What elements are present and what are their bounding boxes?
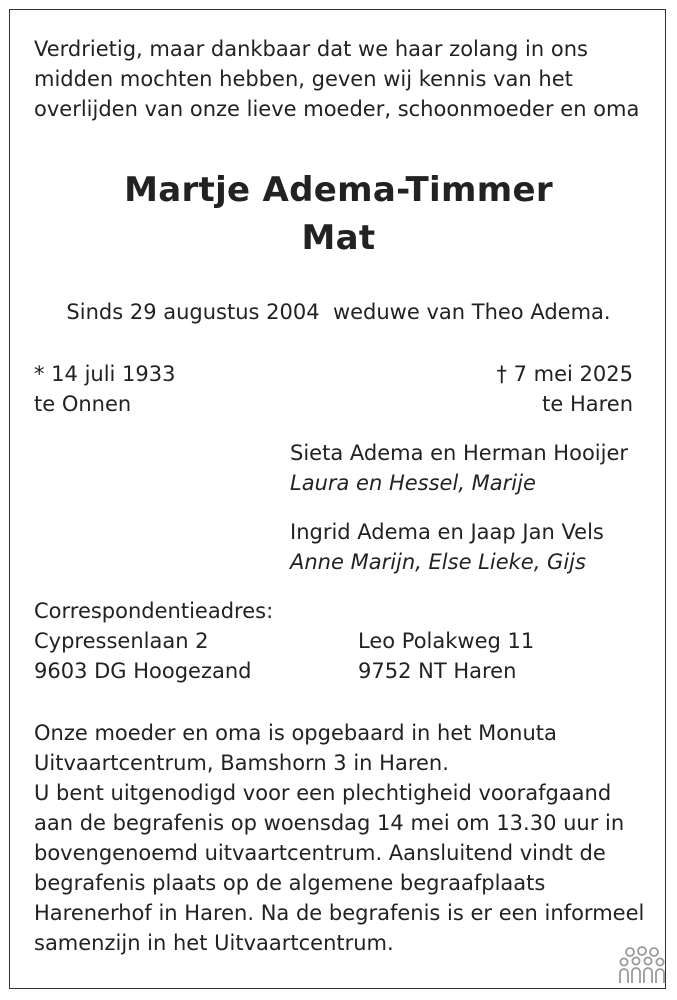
intro-line: Verdrietig, maar dankbaar dat we haar zolang in ons <box>34 37 588 61</box>
intro-line: midden mochten hebben, geven wij kennis van het <box>34 67 573 91</box>
address2-block <box>358 626 534 686</box>
family-group-1 <box>290 438 628 498</box>
correspondence-block <box>34 596 273 686</box>
closing-line: U bent uitgenodigd voor een plechtigheid voorafgaand <box>34 781 612 805</box>
closing-line: Harenerhof in Haren. Na de begrafenis is er een informeel <box>34 901 645 925</box>
deceased-nickname: Mat <box>301 218 376 258</box>
intro-text <box>34 34 639 124</box>
birth-info <box>34 359 176 419</box>
family-parents: Ingrid Adema en Jaap Jan Vels <box>290 520 604 544</box>
people-group-icon <box>618 945 666 985</box>
closing-line: aan de begrafenis op woensdag 14 mei om 13.30 uur in <box>34 811 625 835</box>
closing-line: bovengenoemd uitvaartcentrum. Aansluitend vindt de <box>34 841 606 865</box>
address2-city: 9752 NT Haren <box>358 659 517 683</box>
death-place: te Haren <box>542 392 633 416</box>
intro-line: overlijden van onze lieve moeder, schoonmoeder en oma <box>34 97 640 121</box>
closing-line: begrafenis plaats op de algemene begraafplaats <box>34 871 546 895</box>
widow-line: Sinds 29 augustus 2004 weduwe van Theo Adema. <box>66 300 611 324</box>
family-children: Anne Marijn, Else Lieke, Gijs <box>290 550 586 574</box>
family-parents: Sieta Adema en Herman Hooijer <box>290 441 629 465</box>
closing-line: Onze moeder en oma is opgebaard in het Monuta <box>34 721 557 745</box>
closing-text <box>34 718 644 958</box>
address1-city: 9603 DG Hoogezand <box>34 659 252 683</box>
address1-street: Cypressenlaan 2 <box>34 629 209 653</box>
family-group-2 <box>290 517 604 577</box>
closing-line: Uitvaartcentrum, Bamshorn 3 in Haren. <box>34 751 449 775</box>
birth-place: te Onnen <box>34 392 132 416</box>
address2-street: Leo Polakweg 11 <box>358 629 535 653</box>
death-info <box>496 359 633 419</box>
closing-line: samenzijn in het Uitvaartcentrum. <box>34 931 394 955</box>
birth-date: * 14 juli 1933 <box>34 362 176 386</box>
correspondence-label: Correspondentieadres: <box>34 599 274 623</box>
death-date: † 7 mei 2025 <box>496 362 633 386</box>
deceased-full-name: Martje Adema-Timmer <box>124 170 553 210</box>
family-children: Laura en Hessel, Marije <box>290 471 536 495</box>
